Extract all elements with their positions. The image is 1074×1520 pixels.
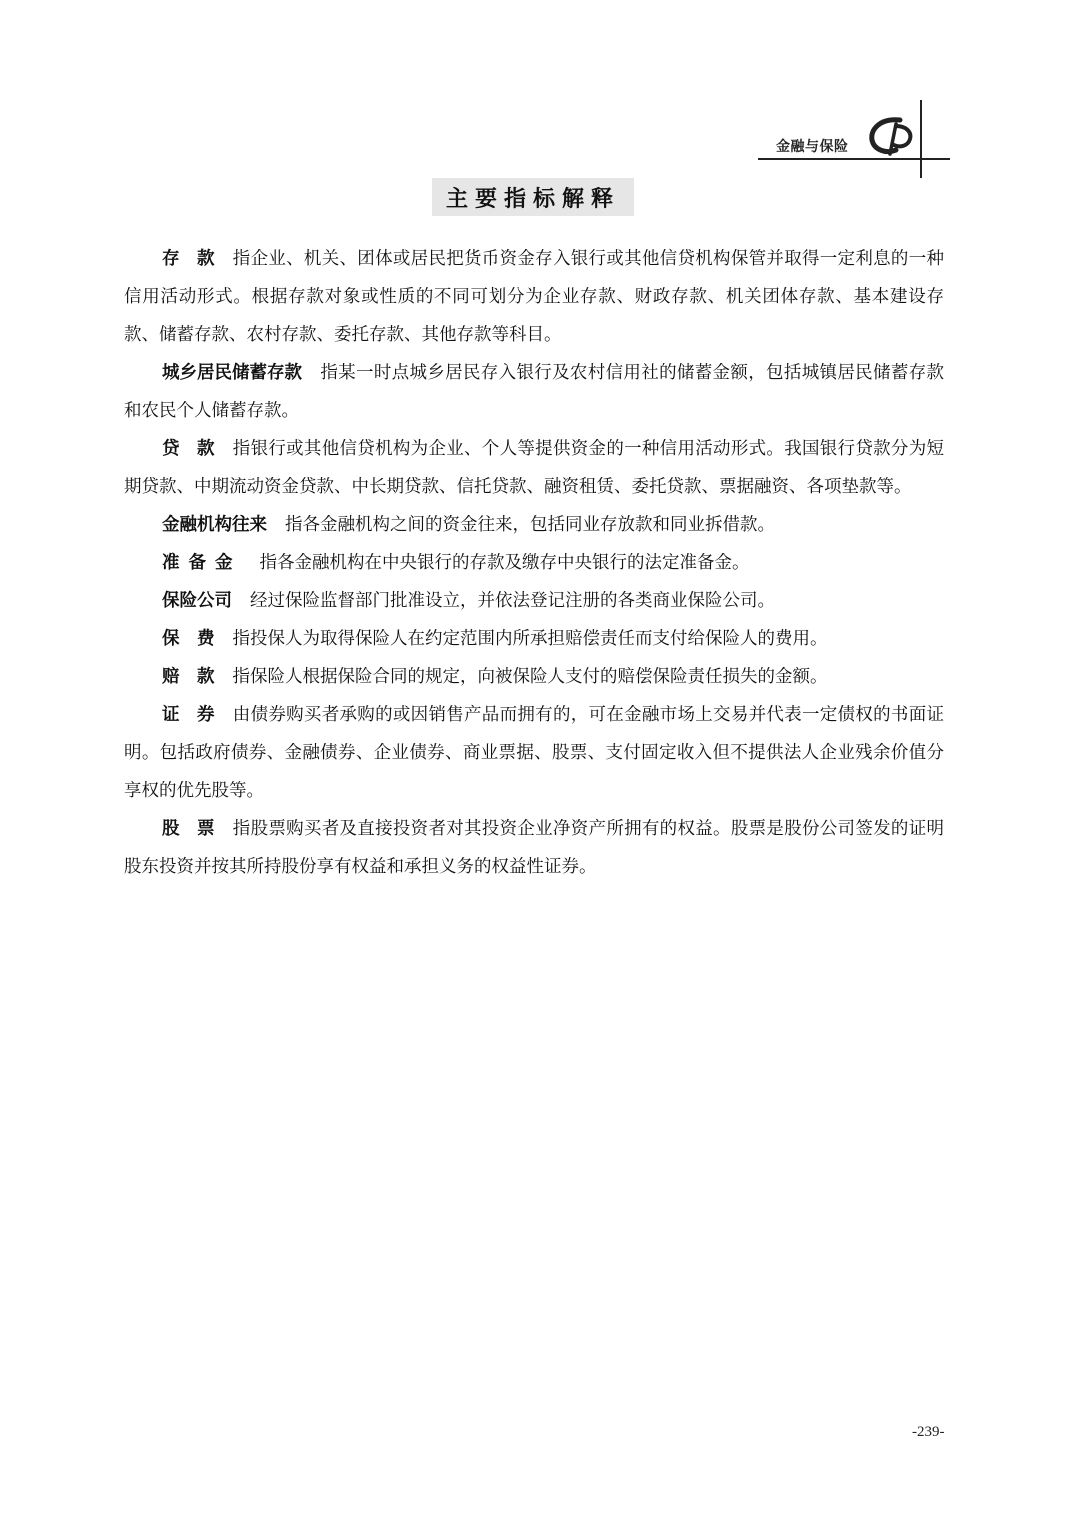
entry-securities: [124, 696, 944, 810]
term-definition: 指保险人根据保险合同的规定，向被保险人支付的赔偿保险责任损失的金额。: [232, 667, 828, 687]
term-definition: 指各金融机构之间的资金往来，包括同业存放款和同业拆借款。: [285, 515, 775, 535]
term-label: 保 费: [162, 629, 215, 649]
term-definition: 指某一时点城乡居民存入银行及农村信用社的储蓄金额，包括城镇居民储蓄存款和农民个人储蓄存款。: [124, 363, 944, 421]
term-definition: 指银行或其他信贷机构为企业、个人等提供资金的一种信用活动形式。我国银行贷款分为短期贷款、中期流动资金贷款、中长期贷款、信托贷款、融资租赁、委托贷款、票据融资、各项垫款等。: [124, 439, 944, 497]
running-header: [758, 100, 950, 178]
entry-deposit: [124, 240, 944, 354]
entry-premium: [124, 620, 944, 658]
definitions-list: [124, 240, 944, 886]
term-definition: 指各金融机构在中央银行的存款及缴存中央银行的法定准备金。: [259, 553, 750, 573]
term-definition: 指股票购买者及直接投资者对其投资企业净资产所拥有的权益。股票是股份公司签发的证明股东投资并按其所持股份享有权益和承担义务的权益性证券。: [124, 819, 944, 877]
term-definition: 由债券购买者承购的或因销售产品而拥有的，可在金融市场上交易并代表一定债权的书面证明。包括政府债券、金融债券、企业债券、商业票据、股票、支付固定收入但不提供法人企业残余价值分享权的优先股等。: [124, 705, 944, 801]
term-label: 存 款: [162, 249, 215, 269]
term-definition: 指企业、机关、团体或居民把货币资金存入银行或其他信贷机构保管并取得一定利息的一种信用活动形式。根据存款对象或性质的不同可划分为企业存款、财政存款、机关团体存款、基本建设存款、储蓄存款、农村存款、委托存款、其他存款等科目。: [124, 249, 944, 345]
section-label: 金融与保险: [776, 139, 849, 155]
entry-insurance-company: [124, 582, 944, 620]
term-definition: 经过保险监督部门批准设立，并依法登记注册的各类商业保险公司。: [250, 591, 775, 611]
term-label: 准备金: [162, 553, 242, 573]
term-label: 股 票: [162, 819, 215, 839]
term-label: 贷 款: [162, 439, 215, 459]
term-label: 赔 款: [162, 667, 215, 687]
term-label: 证 券: [162, 705, 215, 725]
page-number: -239-: [912, 1424, 945, 1440]
term-label: 保险公司: [162, 591, 232, 611]
entry-interbank: [124, 506, 944, 544]
entry-loan: [124, 430, 944, 506]
entry-claims: [124, 658, 944, 696]
entry-household-savings: [124, 354, 944, 430]
cp-logo-icon: [866, 114, 916, 158]
page-title: 主要指标解释: [432, 178, 634, 216]
term-definition: 指投保人为取得保险人在约定范围内所承担赔偿责任而支付给保险人的费用。: [232, 629, 828, 649]
header-vertical-rule: [920, 100, 922, 178]
entry-reserve: [124, 544, 944, 582]
term-label: 城乡居民储蓄存款: [162, 363, 302, 383]
term-label: 金融机构往来: [162, 515, 267, 535]
entry-stocks: [124, 810, 944, 886]
